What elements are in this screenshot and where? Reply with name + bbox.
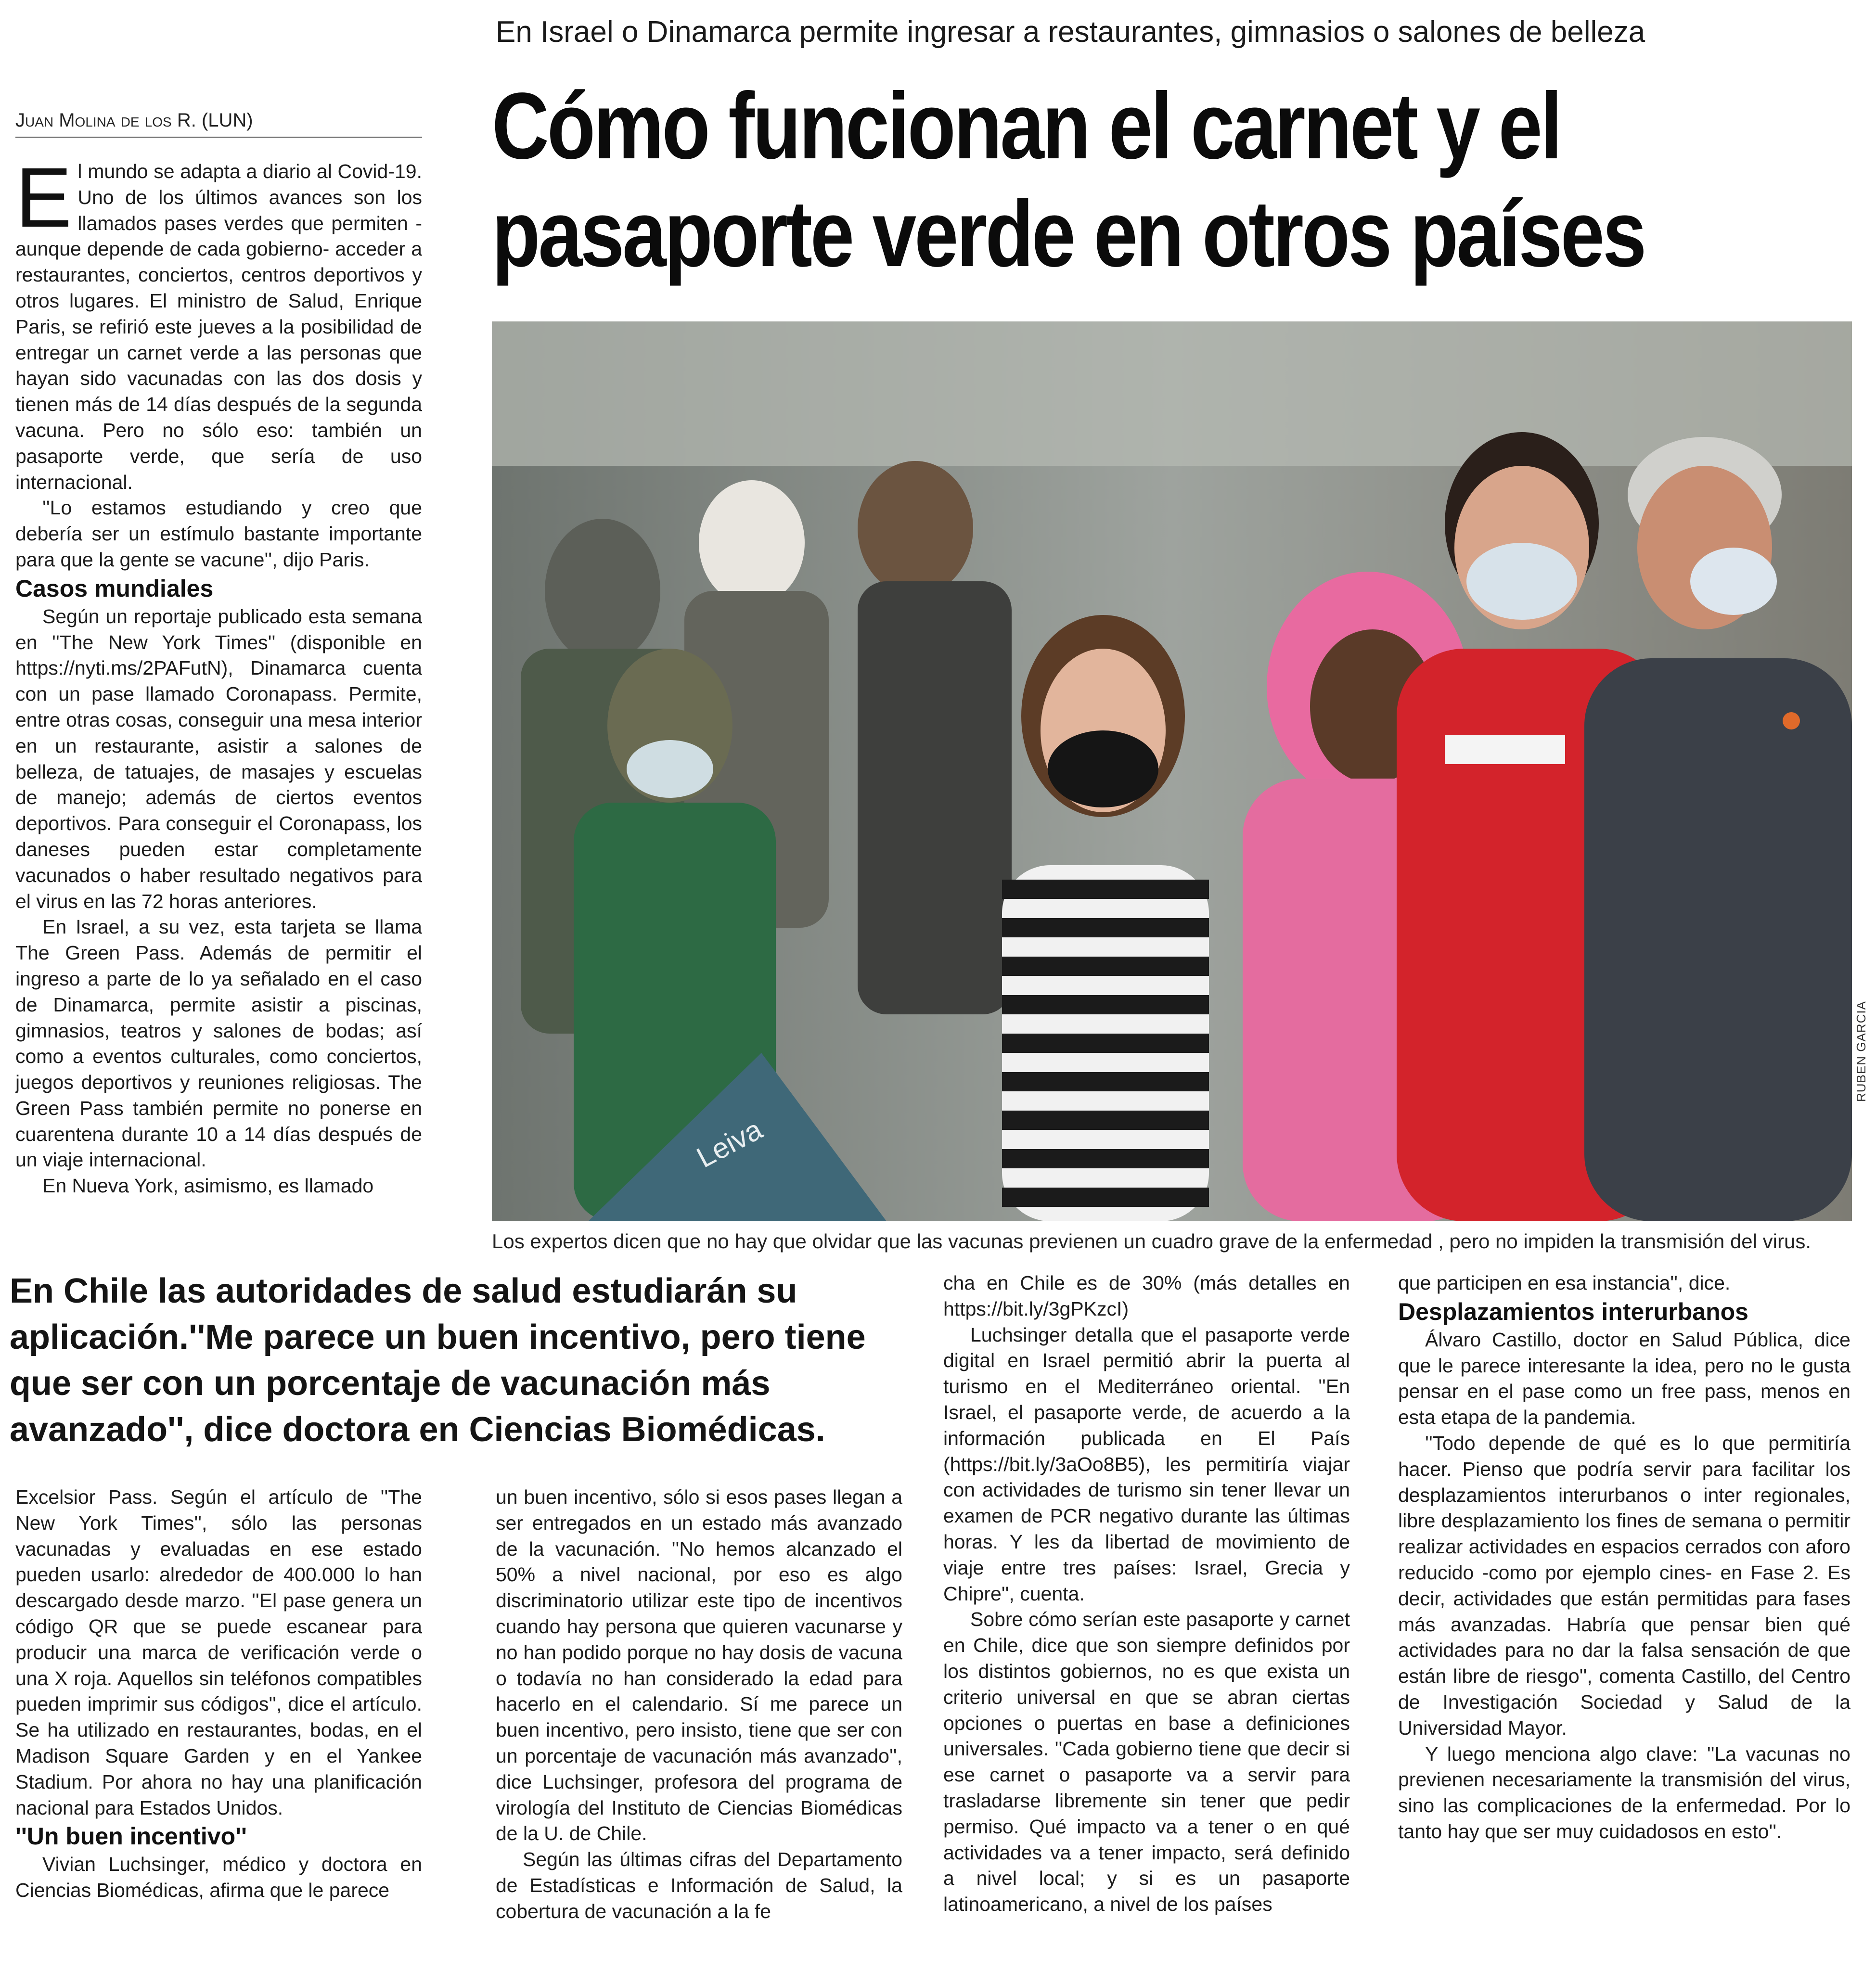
column-1 [15,159,422,1241]
column-5 [1398,1270,1850,1954]
drop-cap: E [15,159,72,245]
paragraph: Según las últimas cifras del Departamento de Estadísticas e Información de Salud, la cobertura de vacunación a la fe [496,1848,902,1922]
news-photo [492,321,1852,1221]
subheading: Casos mundiales [15,575,214,602]
paragraph: Luchsinger detalla que el pasaporte verde digital en Israel permitió abrir la puerta al turismo en el Mediterráneo oriental. ''En Israel, el pasaporte verde, de acuerdo a la información publicada en El País (https://bit.ly/3aOo8B5), les permitiría viajar con actividades de turismo sin tener llevar un examen de PCR negativo durante las últimas horas. Y les da libertad de movimiento de viaje entre tres países: Israel, Grecia y Chipre'', cuenta. [943,1323,1350,1605]
paragraph: Según un reportaje publicado esta semana en ''The New York Times'' (disponible en https://nyti.ms/2PAFutN), Dinamarca cuenta con un pase llamado Coronapass. Permite, entre otras cosas, conseguir una mesa interior en un restaurante, asistir a salones de belleza, de tatuajes, de masajes y escuelas de manejo; además de ciertos eventos deportivos. Para conseguir el Coronapass, los daneses pueden estar completamente vacunados o haber resultado negativos para el virus en las 72 horas anteriores. [15,605,422,912]
paragraph: Álvaro Castillo, doctor en Salud Pública, dice que le parece interesante la idea, pero no le gusta pensar en el pase como un free pass, menos en esta etapa de la pandemia. [1398,1328,1850,1429]
headline [492,72,1863,288]
deck: En Chile las autoridades de salud estudiarán su aplicación.''Me parece un buen incentivo, pero tiene que ser con un porcentaje de vacunación más avanzado'', dice doctora en Ciencias Biomédicas. [10,1272,866,1449]
paragraph: ''Lo estamos estudiando y creo que debería ser un estímulo bastante importante para que la gente se vacune'', dijo Paris. [15,497,422,571]
paragraph: Sobre cómo serían este pasaporte y carnet en Chile, dice que son siempre definidos por los distintos gobiernos, no es que exista un criterio universal en que se abran ciertas opciones o puertas en base a definiciones universales. ''Cada gobierno tiene que decir si ese carnet o pasaporte va a servir para trasladarse libremente sin tener que pedir permiso. Qué impacto va a tener o en qué actividades va a tener impacto, será definido a nivel local; y si es un pasaporte latinoamericano, a nivel de los países [943,1608,1350,1916]
headline-line-1: Cómo funcionan el carnet y el [492,73,1561,179]
paragraph: que participen en esa instancia'', dice. [1398,1272,1731,1294]
byline: Juan Molina de los R. (LUN) [15,106,422,138]
paragraph: l mundo se adapta a diario al Covid-19. Uno de los últimos avances son los llamados pases verdes que permiten -aunque depende de cada gobierno- acceder a restaurantes, conciertos, centros deportivos y otros lugares. El ministro de Salud, Enrique Paris, se refirió este jueves a la posibilidad de entregar un carnet verde a las personas que hayan sido vacunadas con las dos dosis y tienen más de 14 días después de la segunda vacuna. Pero no sólo eso: también un pasaporte verde, que sería de uso internacional. [15,160,422,493]
crowd-illustration [492,321,1852,1221]
paragraph: ''Todo depende de qué es lo que permitiría hacer. Pienso que podría servir para facilitar los desplazamientos interurbanos o inter regionales, libre desplazamiento los fines de semana o permitir realizar actividades en espacios cerrados con aforo reducido -como por ejemplo cines- en Fase 2. Es decir, actividades que están permitidas para fases más avanzadas. Habría que pensar bien qué actividades para no dar la falsa sensación de que están libre de riesgo'', comenta Castillo, del Centro de Investigación Sociedad y Salud de la Universidad Mayor. [1398,1432,1850,1739]
paragraph: un buen incentivo, sólo si esos pases llegan a ser entregados en un estado más avanzado de la vacunación. ''No hemos alcanzado el 50% a nivel nacional, por eso es algo discriminatorio utilizar este tipo de incentivos cuando hay persona que quieren vacunarse y no han podido porque no hay dosis de vacuna o todavía no han considerado la edad para hacerlo en el calendario. Sí me parece un buen incentivo, pero insisto, tiene que ser con un porcentaje de vacunación más avanzado'', dice Luchsinger, profesora del programa de virología del Instituto de Ciencias Biomédicas de la U. de Chile. [496,1486,902,1845]
paragraph: Vivian Luchsinger, médico y doctora en Ciencias Biomédicas, afirma que le parece [15,1853,422,1902]
photo-caption: Los expertos dicen que no hay que olvidar que las vacunas previenen un cuadro grave de la enfermedad , pero no impiden la transmisión del virus. [492,1230,1812,1253]
column-4 [943,1270,1350,1954]
bag-brand-text: Leiva [691,1113,768,1174]
paragraph: Excelsior Pass. Según el artículo de ''The New York Times'', sólo las personas vacunadas y evaluadas en ese estado pueden usarlo: alrededor de 400.000 lo han descargado desde marzo. ''El pase genera un código QR que se puede escanear para producir una marca de verificación verde o una X roja. Aquellos sin teléfonos compatibles pueden imprimir sus códigos'', dice el artículo. Se ha utilizado en restaurantes, bodas, en el Madison Square Garden y en el Yankee Stadium. Por ahora no hay una planificación nacional para Estados Unidos. [15,1486,422,1819]
kicker: En Israel o Dinamarca permite ingresar a restaurantes, gimnasios o salones de belleza [496,15,1645,49]
paragraph: En Israel, a su vez, esta tarjeta se llama The Green Pass. Además de permitir el ingreso a parte de lo ya señalado en el caso de Dinamarca, permite asistir a piscinas, gimnasios, teatros y salones de bodas; así como a eventos culturales, como conciertos, juegos deportivos y reuniones religiosas. The Green Pass también permite no ponerse en cuarentena durante 10 a 14 días después de un viaje internacional. [15,916,422,1171]
paragraph: Y luego menciona algo clave: ''La vacunas no previenen necesariamente la transmisión del virus, sino las complicaciones de la enfermedad. Por lo tanto hay que ser muy cuidadosos en esto''. [1398,1742,1850,1842]
column-3 [496,1484,902,1956]
subheading: ''Un buen incentivo'' [15,1823,247,1850]
headline-line-2: pasaporte verde en otros países [492,181,1645,286]
paragraph: En Nueva York, asimismo, es llamado [42,1175,374,1197]
photo-credit: RUBEN GARCIA [1854,1001,1868,1102]
paragraph: cha en Chile es de 30% (más detalles en https://bit.ly/3gPKzcI) [943,1272,1350,1320]
subheading: Desplazamientos interurbanos [1398,1298,1748,1325]
striped-sweater [1002,865,1209,1221]
column-2 [15,1484,422,1956]
